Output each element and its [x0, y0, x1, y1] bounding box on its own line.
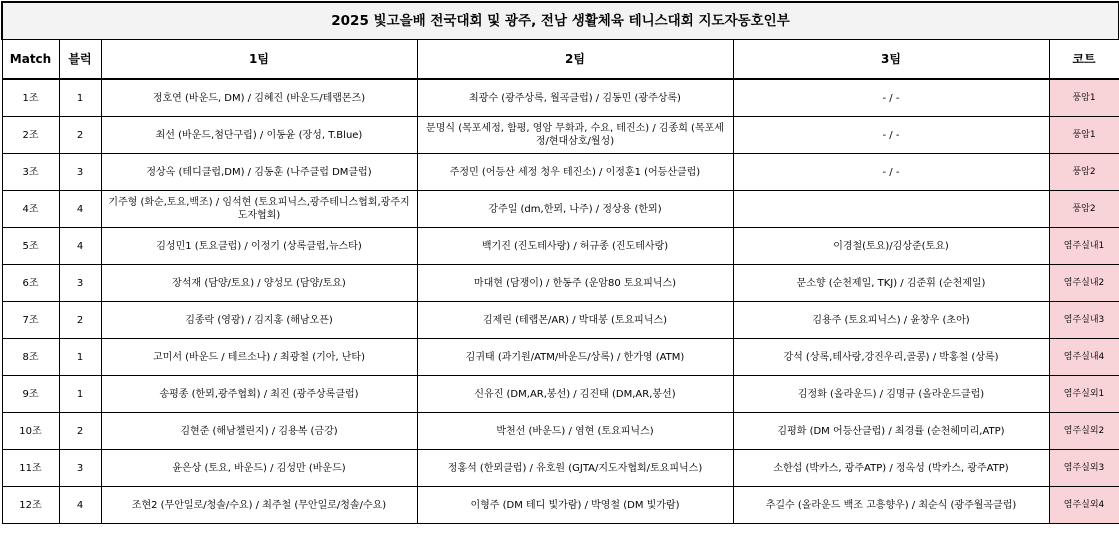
block-cell: 2 [59, 302, 101, 339]
court-cell: 염주실내3 [1049, 302, 1119, 339]
table-row [2, 191, 1119, 228]
table-row [2, 154, 1119, 191]
court-cell: 염주실내4 [1049, 339, 1119, 376]
team1-cell: 고미서 (바운드 / 테르소나) / 최광철 (기아, 난타) [101, 339, 417, 376]
match-table [1, 1, 1119, 524]
match-cell: 9조 [2, 376, 59, 413]
block-cell: 1 [59, 339, 101, 376]
match-cell: 1조 [2, 79, 59, 117]
team3-cell [733, 191, 1049, 228]
table-row [2, 117, 1119, 154]
court-cell: 염주실외3 [1049, 450, 1119, 487]
block-cell: 4 [59, 228, 101, 265]
court-cell: 염주실내1 [1049, 228, 1119, 265]
match-cell: 8조 [2, 339, 59, 376]
team1-cell: 김성민1 (토요클럽) / 이정기 (상록클럽,뉴스타) [101, 228, 417, 265]
team3-cell: 소한섭 (박카스, 광주ATP) / 정옥성 (박카스, 광주ATP) [733, 450, 1049, 487]
match-cell: 5조 [2, 228, 59, 265]
team1-cell: 조현2 (무안일로/청솔/수요) / 최주철 (무안일로/청솔/수요) [101, 487, 417, 524]
team3-cell: 김평화 (DM 어등산클럽) / 최경률 (순천헤미리,ATP) [733, 413, 1049, 450]
court-cell: 염주실내2 [1049, 265, 1119, 302]
team2-cell: 정홍석 (한뫼클럽) / 유호원 (GJTA/지도자협회/토요피닉스) [417, 450, 733, 487]
court-cell: 염주실외4 [1049, 487, 1119, 524]
team2-cell: 박천선 (바운드) / 염현 (토요피닉스) [417, 413, 733, 450]
table-row [2, 302, 1119, 339]
match-cell: 12조 [2, 487, 59, 524]
team2-cell: 문명식 (목포세정, 함평, 영암 무화과, 수요, 테진소) / 김종희 (목포세정/현대삼호/월성) [417, 117, 733, 154]
team1-cell: 기주형 (화순,토요,백조) / 임석현 (토요피닉스,광주테니스협회,광주지도자협회) [101, 191, 417, 228]
table-row [2, 376, 1119, 413]
match-cell: 6조 [2, 265, 59, 302]
team2-cell: 김귀태 (과기원/ATM/바운드/상록) / 한가영 (ATM) [417, 339, 733, 376]
team1-cell: 장석재 (담양/토요) / 양성모 (담양/토요) [101, 265, 417, 302]
header-team3: 3팀 [733, 40, 1049, 80]
team3-cell: - / - [733, 79, 1049, 117]
team2-cell: 이형주 (DM 테디 빛가람) / 박영철 (DM 빛가람) [417, 487, 733, 524]
block-cell: 3 [59, 450, 101, 487]
block-cell: 1 [59, 79, 101, 117]
team3-cell: 이경철(토요)/김상준(토요) [733, 228, 1049, 265]
court-cell: 풍암2 [1049, 191, 1119, 228]
team2-cell: 김제린 (테랩몬/AR) / 박대봉 (토요피닉스) [417, 302, 733, 339]
team1-cell: 김종락 (영광) / 김지홍 (해남오픈) [101, 302, 417, 339]
match-cell: 2조 [2, 117, 59, 154]
team2-cell: 신유진 (DM,AR,봉선) / 김진태 (DM,AR,봉선) [417, 376, 733, 413]
header-row [2, 40, 1119, 80]
team3-cell: 김정화 (올라운드) / 김명규 (올라운드클럽) [733, 376, 1049, 413]
team1-cell: 김현준 (해남챌린지) / 김용복 (금강) [101, 413, 417, 450]
team2-cell: 강주일 (dm,한뫼, 나주) / 정상용 (한뫼) [417, 191, 733, 228]
table-row [2, 450, 1119, 487]
block-cell: 3 [59, 154, 101, 191]
team3-cell: 문소향 (순천제일, TKJ) / 김준휘 (순천제일) [733, 265, 1049, 302]
block-cell: 4 [59, 487, 101, 524]
court-cell: 풍암1 [1049, 117, 1119, 154]
block-cell: 2 [59, 413, 101, 450]
court-cell: 염주실외2 [1049, 413, 1119, 450]
court-cell: 풍암2 [1049, 154, 1119, 191]
team1-cell: 정호연 (바운드, DM) / 김혜진 (바운드/테랩몬즈) [101, 79, 417, 117]
team1-cell: 최선 (바운드,첨단구립) / 이동윤 (장성, T.Blue) [101, 117, 417, 154]
team3-cell: - / - [733, 117, 1049, 154]
table-row [2, 413, 1119, 450]
block-cell: 1 [59, 376, 101, 413]
court-cell: 염주실외1 [1049, 376, 1119, 413]
team1-cell: 정상옥 (테디클럽,DM) / 김동훈 (나주클럽 DM클럽) [101, 154, 417, 191]
match-cell: 3조 [2, 154, 59, 191]
block-cell: 3 [59, 265, 101, 302]
header-team2: 2팀 [417, 40, 733, 80]
team3-cell: 김용주 (토요피닉스) / 윤창우 (초아) [733, 302, 1049, 339]
table-row [2, 79, 1119, 117]
table-row [2, 487, 1119, 524]
team2-cell: 주정민 (어등산 세정 청우 테진소) / 이정훈1 (어등산클럽) [417, 154, 733, 191]
team3-cell: 추길수 (올라운드 백조 고흥향우) / 최순식 (광주월곡클럽) [733, 487, 1049, 524]
match-cell: 7조 [2, 302, 59, 339]
header-block: 블럭 [59, 40, 101, 80]
court-cell: 풍암1 [1049, 79, 1119, 117]
match-cell: 4조 [2, 191, 59, 228]
table-row [2, 265, 1119, 302]
team1-cell: 윤은상 (토요, 바운드) / 김성만 (바운드) [101, 450, 417, 487]
header-court: 코트 [1049, 40, 1119, 80]
block-cell: 2 [59, 117, 101, 154]
team2-cell: 마대현 (담쟁이) / 한동주 (운암80 토요피닉스) [417, 265, 733, 302]
team1-cell: 송평종 (한뫼,광주협회) / 최진 (광주상록클럽) [101, 376, 417, 413]
match-cell: 10조 [2, 413, 59, 450]
sheet-title: 2025 빛고을배 전국대회 및 광주, 전남 생활체육 테니스대회 지도자동호인부 [2, 2, 1119, 40]
table-row [2, 228, 1119, 265]
team3-cell: - / - [733, 154, 1049, 191]
team2-cell: 백기진 (진도테사랑) / 허규종 (진도테사랑) [417, 228, 733, 265]
table-row [2, 339, 1119, 376]
header-team1: 1팀 [101, 40, 417, 80]
block-cell: 4 [59, 191, 101, 228]
team2-cell: 최광수 (광주상록, 월곡클럽) / 김동민 (광주상록) [417, 79, 733, 117]
match-cell: 11조 [2, 450, 59, 487]
team3-cell: 강석 (상록,테사랑,강진우리,골콩) / 박홍철 (상록) [733, 339, 1049, 376]
header-match: Match [2, 40, 59, 80]
